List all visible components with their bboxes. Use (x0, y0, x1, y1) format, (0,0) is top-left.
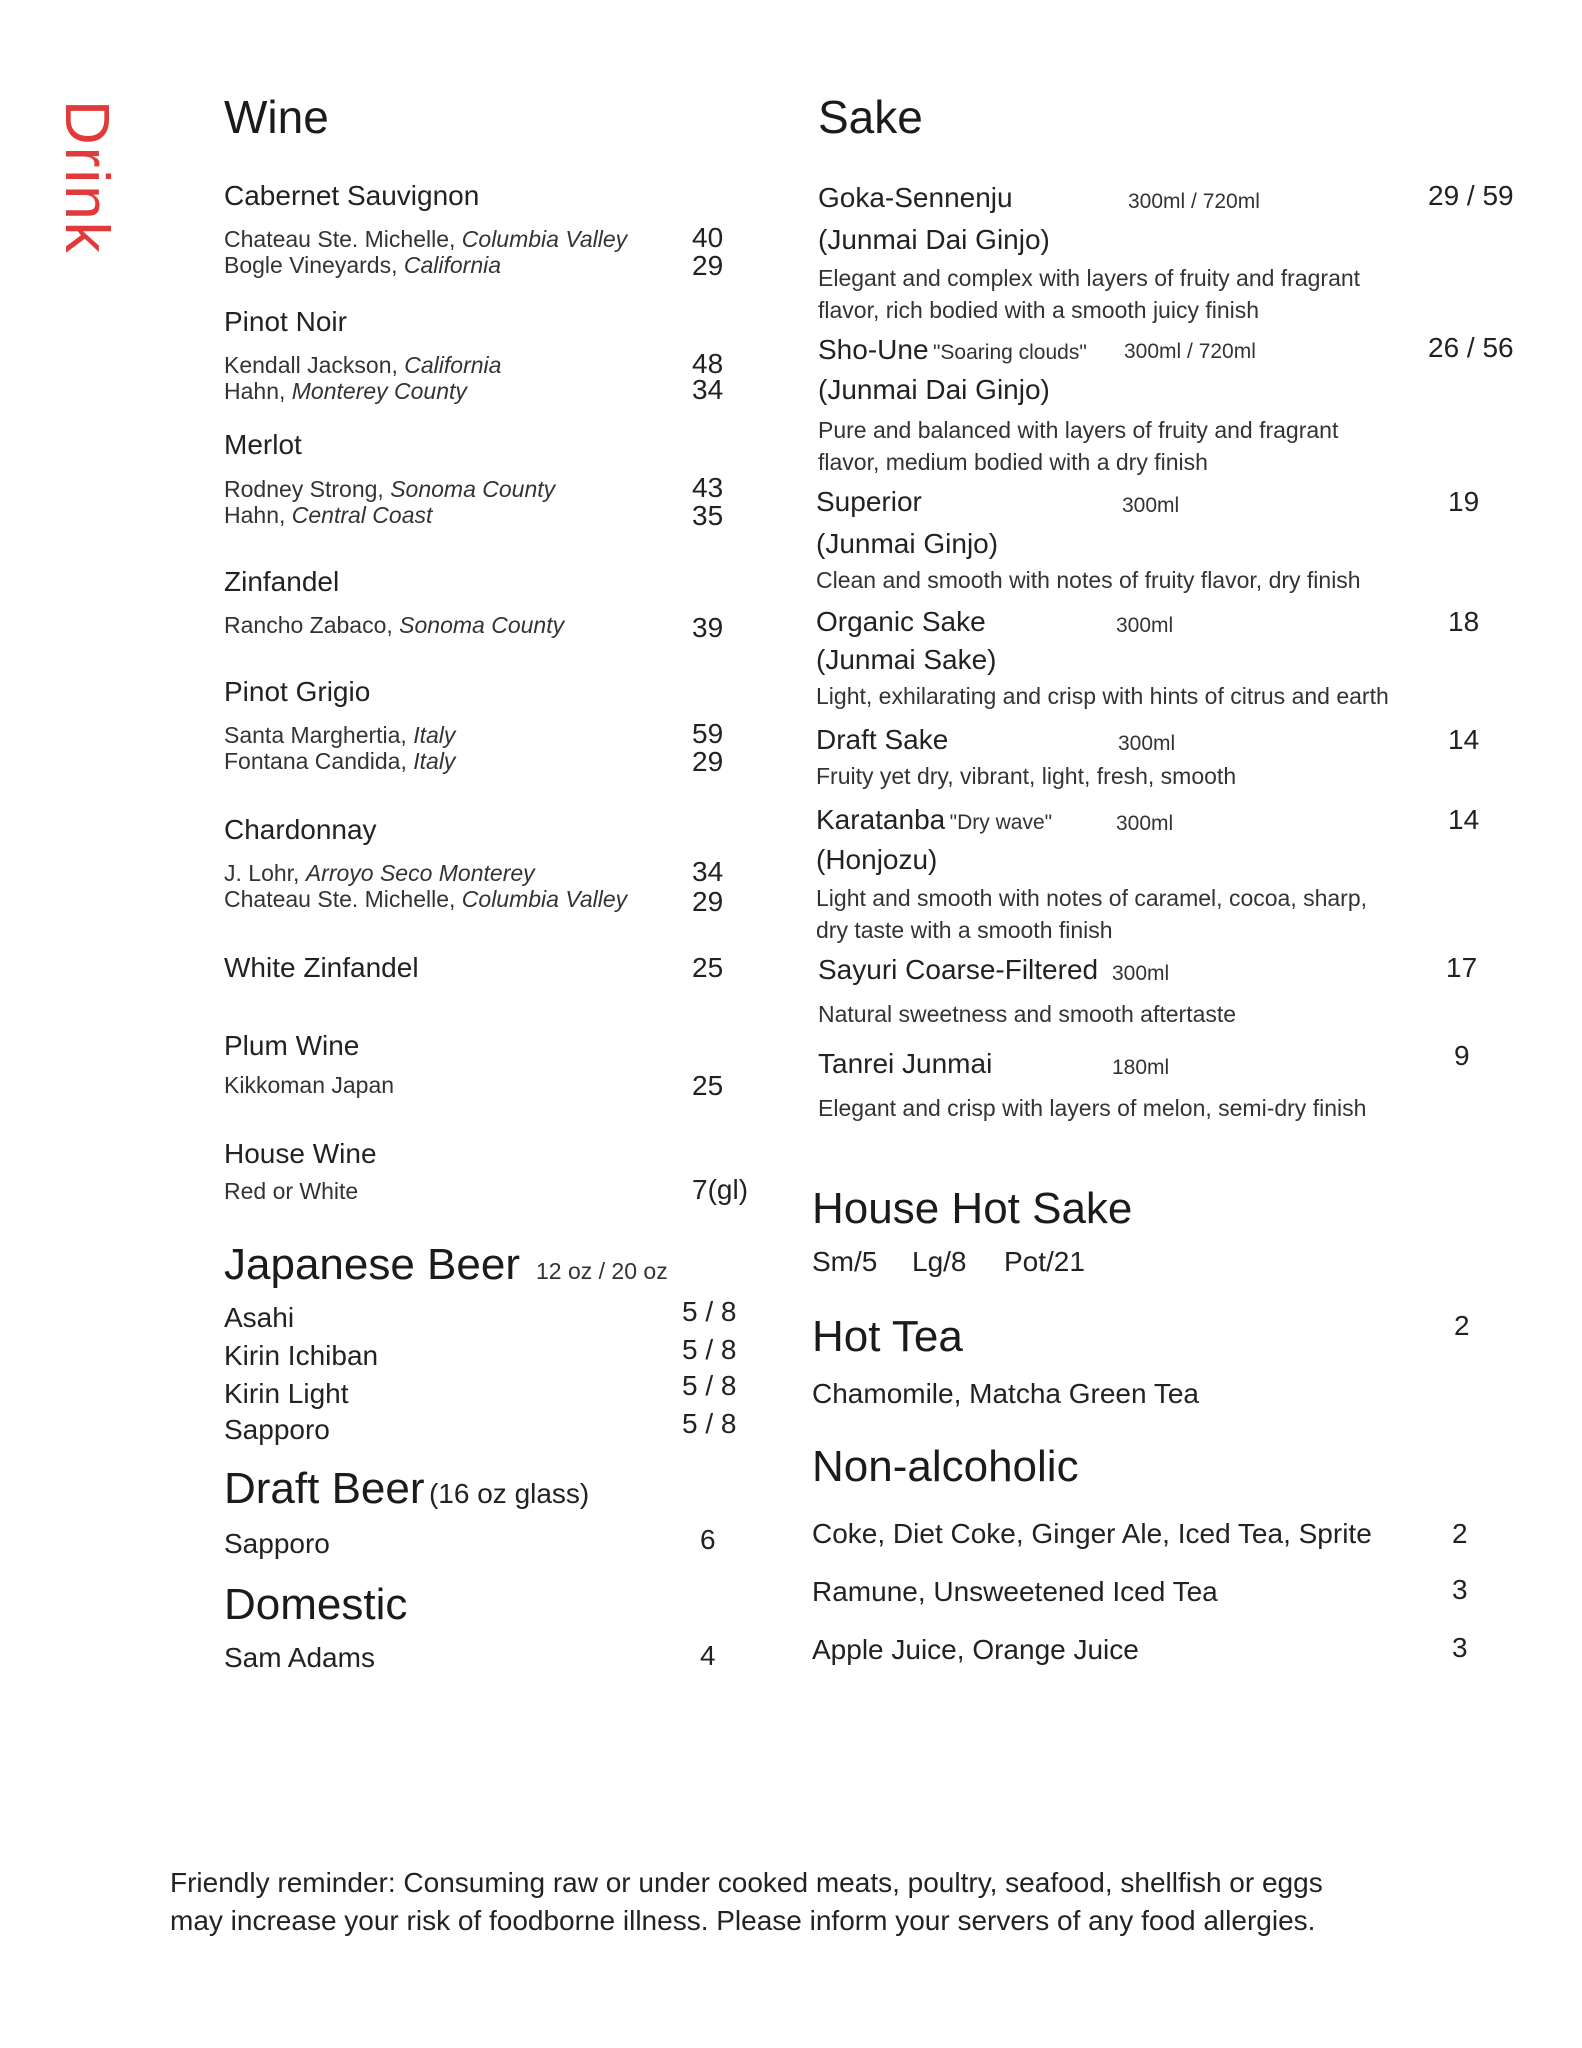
draft-beer-heading-line (224, 1464, 589, 1514)
beer-price: 5 / 8 (682, 1296, 737, 1327)
wine-price: 43 (692, 472, 724, 503)
sake-desc: Natural sweetness and smooth aftertaste (818, 1001, 1237, 1027)
sake-name: Sho-Une (818, 334, 929, 365)
sake-price: 14 (1448, 724, 1480, 755)
sake-desc: Elegant and crisp with layers of melon, semi-dry finish (818, 1095, 1367, 1121)
wine-row: Fontana Candida, Italy (224, 748, 456, 774)
white-zinfandel-name: White Zinfandel (224, 952, 419, 983)
sake-desc: dry taste with a smooth finish (816, 917, 1113, 943)
japanese-beer-sizes: 12 oz / 20 oz (536, 1258, 668, 1284)
sake-volume: 300ml (1116, 614, 1174, 637)
sake-volume: 300ml (1122, 494, 1180, 517)
non-alcoholic-item: Apple Juice, Orange Juice (812, 1634, 1139, 1665)
house-hot-sake-heading: House Hot Sake (812, 1184, 1133, 1233)
sake-nickname: "Dry wave" (949, 811, 1053, 834)
domestic-price: 4 (700, 1640, 716, 1671)
beer-item: Kirin Ichiban (224, 1340, 379, 1371)
wine-price: 29 (692, 250, 724, 281)
sake-volume: 300ml (1112, 962, 1170, 985)
wine-price: 59 (692, 718, 724, 749)
sake-desc: Elegant and complex with layers of fruity and fragrant (818, 265, 1361, 291)
sake-desc: Clean and smooth with notes of fruity flavor, dry finish (816, 567, 1361, 593)
wine-group-name: Zinfandel (224, 566, 340, 597)
non-alcoholic-price: 3 (1452, 1574, 1468, 1605)
sake-desc: Pure and balanced with layers of fruity and fragrant (818, 417, 1339, 443)
wine-row: Bogle Vineyards, California (224, 252, 502, 278)
wine-row: Hahn, Monterey County (224, 378, 467, 404)
sake-volume: 300ml (1118, 732, 1176, 755)
sake-volume: 300ml / 720ml (1124, 340, 1256, 363)
house-wine-price: 7(gl) (692, 1174, 749, 1205)
wine-price: 48 (692, 348, 724, 379)
plum-wine-name: Plum Wine (224, 1030, 360, 1061)
wine-row: Hahn, Central Coast (224, 502, 433, 528)
wine-group-name: Merlot (224, 429, 302, 460)
sake-price: 14 (1448, 804, 1480, 835)
hot-tea-items: Chamomile, Matcha Green Tea (812, 1378, 1199, 1409)
sake-name: Superior (816, 486, 922, 517)
beer-price: 5 / 8 (682, 1408, 737, 1439)
sake-name: Sayuri Coarse-Filtered (818, 954, 1099, 985)
wine-price: 39 (692, 612, 724, 643)
beer-price: 5 / 8 (682, 1334, 737, 1365)
allergy-notice-line1: Friendly reminder: Consuming raw or under cooked meats, poultry, seafood, shellfish or eggs (170, 1867, 1323, 1898)
plum-wine-price: 25 (692, 1070, 724, 1101)
drink-side-title: Drink (52, 100, 121, 255)
hot-sake-large: Lg/8 (912, 1246, 967, 1277)
allergy-notice-line2: may increase your risk of foodborne illness. Please inform your servers of any food allergies. (170, 1905, 1316, 1936)
sake-desc: flavor, medium bodied with a dry finish (818, 449, 1208, 475)
wine-row: Kendall Jackson, California (224, 352, 502, 378)
wine-price: 35 (692, 500, 724, 531)
hot-sake-pot: Pot/21 (1004, 1246, 1085, 1277)
sake-class: (Junmai Dai Ginjo) (818, 224, 1050, 255)
japanese-beer-heading: Japanese Beer (224, 1240, 520, 1289)
beer-price: 5 / 8 (682, 1370, 737, 1401)
sake-desc: Light, exhilarating and crisp with hints of citrus and earth (816, 683, 1389, 709)
draft-beer-note: (16 oz glass) (428, 1478, 590, 1509)
sake-class: (Junmai Dai Ginjo) (818, 374, 1050, 405)
sake-price: 18 (1448, 606, 1480, 637)
sake-heading: Sake (818, 91, 923, 143)
wine-price: 34 (692, 374, 724, 405)
wine-group-name: Pinot Grigio (224, 676, 371, 707)
sake-name-line (816, 804, 1052, 836)
sake-name: Karatanba (816, 804, 946, 835)
wine-row: Rancho Zabaco, Sonoma County (224, 612, 565, 638)
wine-group-name: Pinot Noir (224, 306, 347, 337)
sake-name: Organic Sake (816, 606, 986, 637)
hot-sake-small: Sm/5 (812, 1246, 878, 1277)
wine-row: Chateau Ste. Michelle, Columbia Valley (224, 886, 628, 912)
beer-item: Asahi (224, 1302, 295, 1333)
sake-class: (Junmai Ginjo) (816, 528, 999, 559)
sake-price: 26 / 56 (1428, 332, 1514, 363)
wine-heading: Wine (224, 91, 329, 143)
wine-price: 34 (692, 856, 724, 887)
sake-price: 17 (1446, 952, 1478, 983)
sake-desc: Light and smooth with notes of caramel, cocoa, sharp, (816, 885, 1368, 911)
sake-desc: Fruity yet dry, vibrant, light, fresh, smooth (816, 763, 1237, 789)
sake-name: Draft Sake (816, 724, 949, 755)
sake-desc: flavor, rich bodied with a smooth juicy finish (818, 297, 1260, 323)
wine-price: 29 (692, 746, 724, 777)
sake-volume: 180ml (1112, 1056, 1170, 1079)
sake-name: Tanrei Junmai (818, 1048, 993, 1079)
domestic-item: Sam Adams (224, 1642, 375, 1673)
sake-price: 29 / 59 (1428, 180, 1514, 211)
non-alcoholic-item: Ramune, Unsweetened Iced Tea (812, 1576, 1218, 1607)
sake-name: Goka-Sennenju (818, 182, 1013, 213)
sake-volume: 300ml / 720ml (1128, 190, 1260, 213)
house-wine-sub: Red or White (224, 1178, 359, 1204)
sake-name-line (818, 334, 1087, 366)
wine-row: Chateau Ste. Michelle, Columbia Valley (224, 226, 628, 252)
draft-beer-heading: Draft Beer (224, 1464, 425, 1513)
domestic-heading: Domestic (224, 1580, 408, 1629)
non-alcoholic-item: Coke, Diet Coke, Ginger Ale, Iced Tea, Sprite (812, 1518, 1372, 1549)
wine-price: 40 (692, 222, 724, 253)
wine-row: J. Lohr, Arroyo Seco Monterey (224, 860, 535, 886)
non-alcoholic-price: 3 (1452, 1632, 1468, 1663)
beer-item: Kirin Light (224, 1378, 349, 1409)
beer-item: Sapporo (224, 1414, 330, 1445)
draft-beer-price: 6 (700, 1524, 716, 1555)
wine-group-name: Chardonnay (224, 814, 377, 845)
non-alcoholic-price: 2 (1452, 1518, 1468, 1549)
white-zinfandel-price: 25 (692, 952, 724, 983)
wine-price: 29 (692, 886, 724, 917)
sake-price: 9 (1454, 1040, 1470, 1071)
wine-row: Santa Marghertia, Italy (224, 722, 456, 748)
wine-group-name: Cabernet Sauvignon (224, 180, 480, 211)
sake-nickname: "Soaring clouds" (932, 341, 1087, 364)
hot-tea-price: 2 (1454, 1310, 1470, 1341)
house-wine-name: House Wine (224, 1138, 377, 1169)
plum-wine-sub: Kikkoman Japan (224, 1072, 395, 1098)
sake-price: 19 (1448, 486, 1480, 517)
sake-volume: 300ml (1116, 812, 1174, 835)
sake-class: (Junmai Sake) (816, 644, 997, 675)
draft-beer-item: Sapporo (224, 1528, 330, 1559)
wine-row: Rodney Strong, Sonoma County (224, 476, 556, 502)
hot-tea-heading: Hot Tea (812, 1312, 963, 1361)
sake-class: (Honjozu) (816, 844, 938, 875)
non-alcoholic-heading: Non-alcoholic (812, 1442, 1079, 1491)
